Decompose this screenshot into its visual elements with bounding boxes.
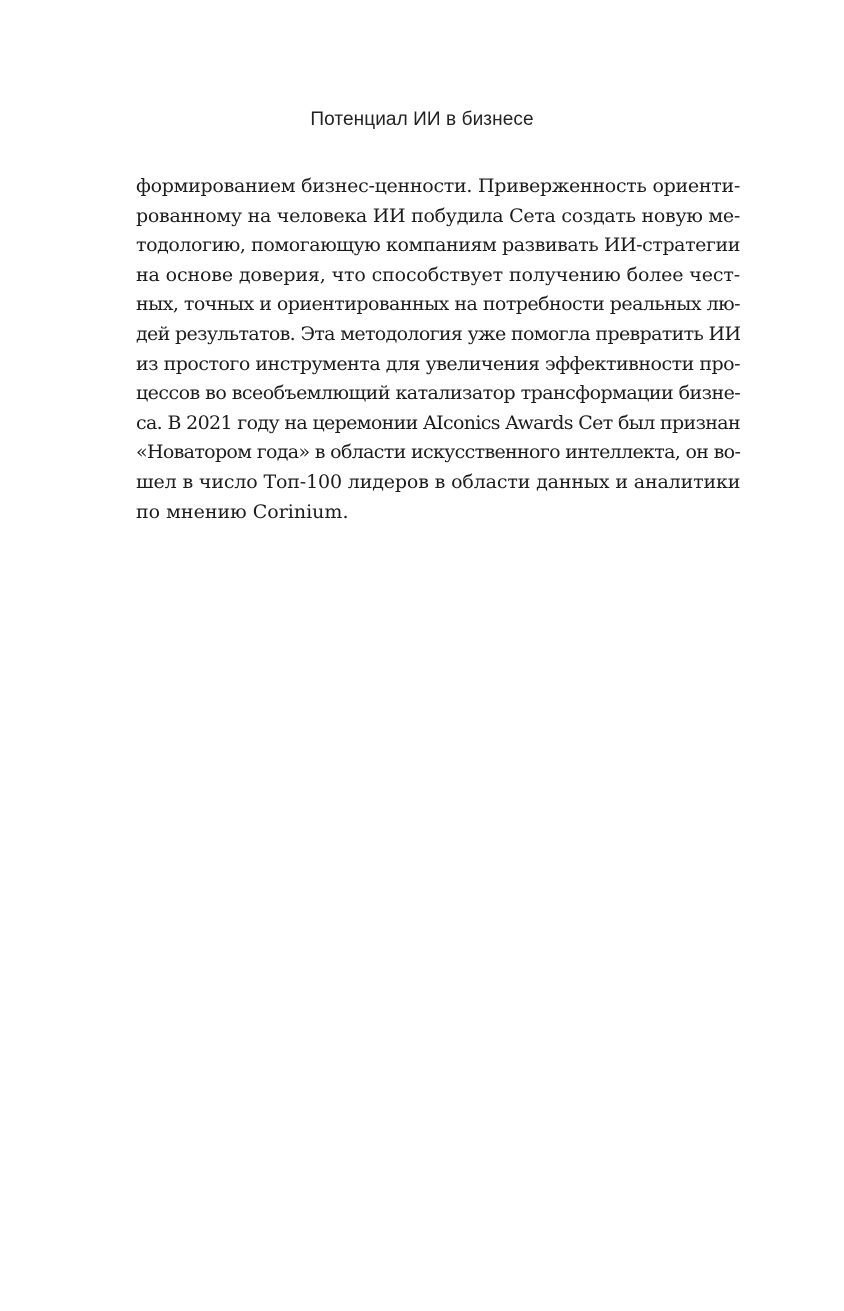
text-line: шел в число Топ-100 лидеров в области данных и аналитики xyxy=(136,470,741,493)
text-line: из простого инструмента для увеличения эффективности про- xyxy=(136,352,740,375)
text-line: дей результатов. Эта методология уже помогла превратить ИИ xyxy=(136,322,741,345)
text-line: формированием бизнес-ценности. Приверженность ориенти- xyxy=(136,175,740,197)
text-line: по мнению Corinium. xyxy=(136,500,349,523)
text-line: рованному на человека ИИ побудила Сета создать новую ме- xyxy=(136,204,740,227)
text-line: «Новатором года» в области искусственного интеллекта, он во- xyxy=(136,441,741,464)
text-line: са. В 2021 году на церемонии AIconics Awards Сет был признан xyxy=(136,411,740,434)
text-line: на основе доверия, что способствует получению более чест- xyxy=(136,263,740,286)
text-line: ных, точных и ориентированных на потребности реальных лю- xyxy=(136,293,740,316)
text-line: тодологию, помогающую компаниям развивать ИИ-стратегии xyxy=(136,234,740,257)
body-paragraph xyxy=(136,172,740,527)
text-line: цессов во всеобъемлющий катализатор трансформации бизне- xyxy=(136,382,741,405)
running-header: Потенциал ИИ в бизнесе xyxy=(310,109,534,130)
